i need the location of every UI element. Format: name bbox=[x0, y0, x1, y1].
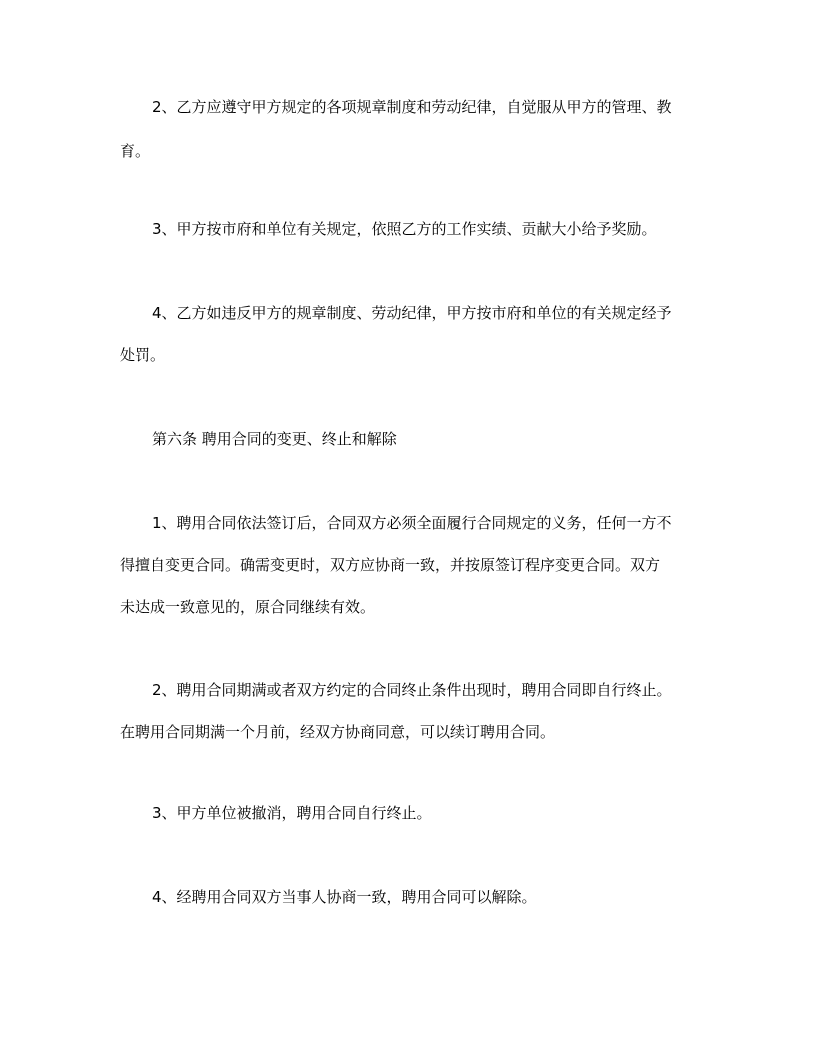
paragraph-2-line-2: 育。 bbox=[120, 142, 151, 160]
paragraph-4-line-1: 4、乙方如违反甲方的规章制度、劳动纪律，甲方按市府和单位的有关规定经予 bbox=[152, 304, 672, 322]
paragraph-6-2-line-1: 2、聘用合同期满或者双方约定的合同终止条件出现时，聘用合同即自行终止。 bbox=[152, 681, 672, 699]
paragraph-6-2-line-2: 在聘用合同期满一个月前，经双方协商同意，可以续订聘用合同。 bbox=[120, 723, 556, 741]
paragraph-6-1-line-3: 未达成一致意见的，原合同继续有效。 bbox=[120, 598, 376, 616]
paragraph-2-line-1: 2、乙方应遵守甲方规定的各项规章制度和劳动纪律，自觉服从甲方的管理、教 bbox=[152, 98, 672, 116]
section-heading: 第六条 聘用合同的变更、终止和解除 bbox=[152, 430, 397, 448]
paragraph-6-4: 4、经聘用合同双方当事人协商一致，聘用合同可以解除。 bbox=[152, 888, 537, 906]
paragraph-6-1-line-1: 1、聘用合同依法签订后，合同双方必须全面履行合同规定的义务，任何一方不 bbox=[152, 514, 672, 532]
paragraph-6-1-line-2: 得擅自变更合同。确需变更时，双方应协商一致，并按原签订程序变更合同。双方 bbox=[120, 556, 661, 574]
paragraph-3: 3、甲方按市府和单位有关规定，依照乙方的工作实绩、贡献大小给予奖励。 bbox=[152, 220, 657, 238]
paragraph-6-3: 3、甲方单位被撤消，聘用合同自行终止。 bbox=[152, 804, 432, 822]
paragraph-4-line-2: 处罚。 bbox=[120, 346, 166, 364]
